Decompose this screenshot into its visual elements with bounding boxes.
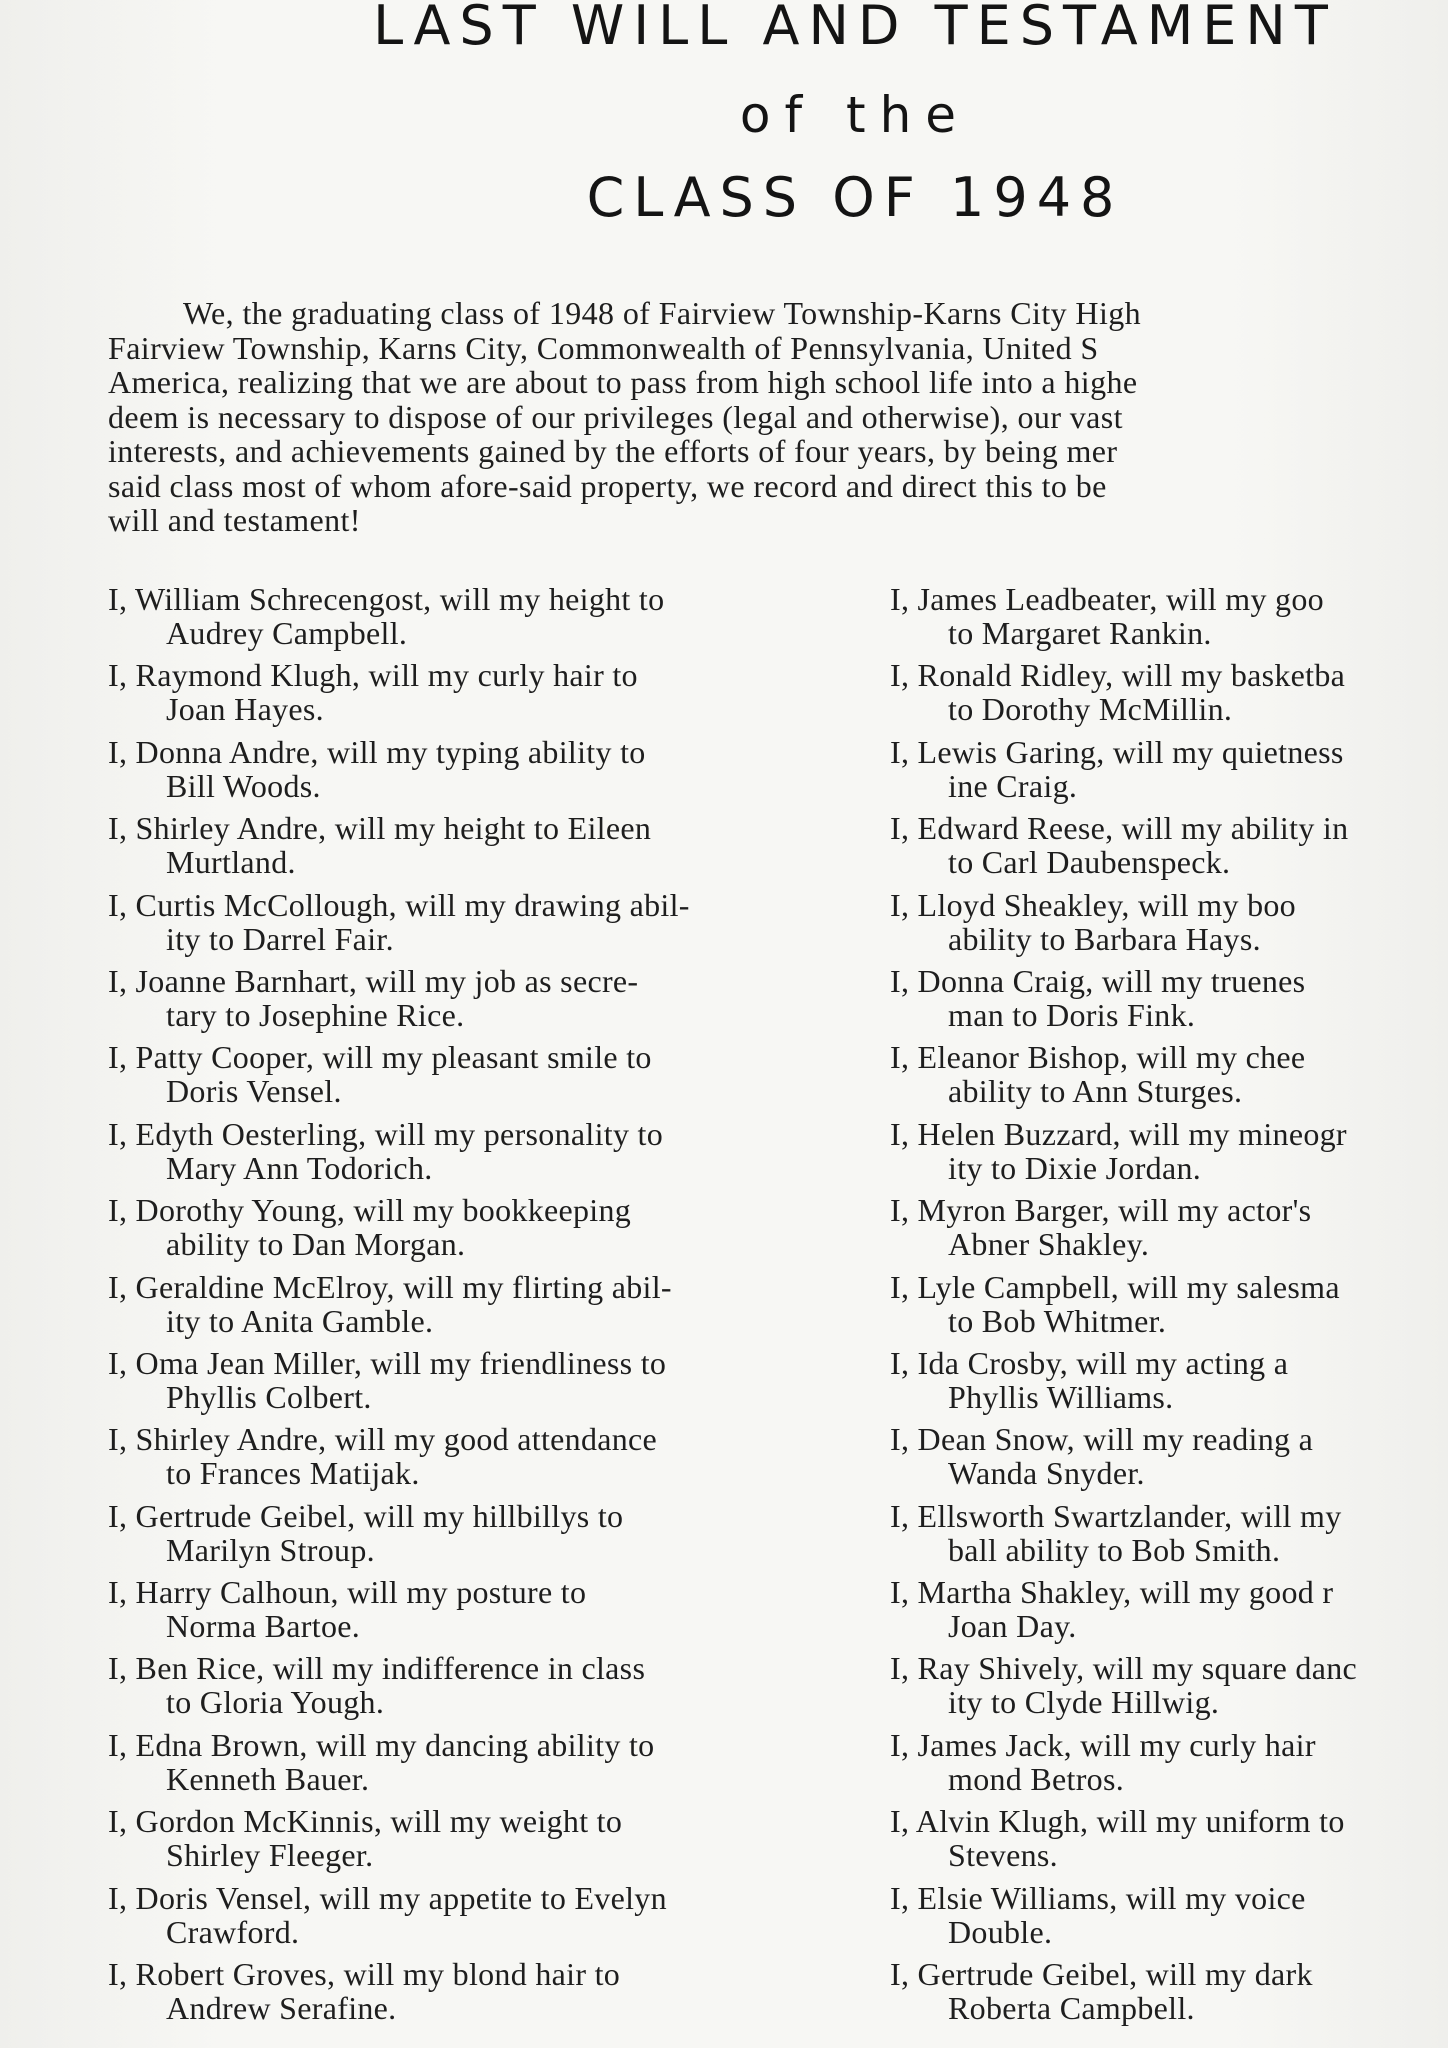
bequest-line-1: I, Ellsworth Swartzlander, will my: [890, 1498, 1342, 1534]
bequest-line-1: I, Doris Vensel, will my appetite to Evelyn: [108, 1880, 667, 1916]
bequest-line-1: I, Lyle Campbell, will my salesma: [890, 1269, 1340, 1305]
bequest-entry: [890, 1957, 1448, 2033]
bequest-entry: [108, 1651, 808, 1727]
bequest-entry: [108, 1499, 808, 1575]
intro-line: interests, and achievements gained by the efforts of four years, by being mer: [108, 433, 1118, 469]
bequest-entry: [108, 811, 808, 887]
bequest-entry: [890, 582, 1448, 658]
bequest-line-2: Joan Hayes.: [166, 691, 324, 728]
bequest-line-2: Doris Vensel.: [166, 1073, 342, 1110]
bequest-line-1: I, Joanne Barnhart, will my job as secre-: [108, 963, 639, 999]
bequest-line-2: tary to Josephine Rice.: [166, 996, 465, 1033]
bequest-entry: [890, 1499, 1448, 1575]
bequest-entry: [108, 1270, 808, 1346]
bequest-line-1: I, Geraldine McElroy, will my flirting abil-: [108, 1269, 672, 1305]
bequest-entry: [108, 1422, 808, 1498]
bequest-line-1: I, Oma Jean Miller, will my friendliness to: [108, 1345, 667, 1381]
bequest-entry: [890, 1422, 1448, 1498]
bequest-entry: [108, 582, 808, 658]
bequest-line-1: I, Edyth Oesterling, will my personality to: [108, 1116, 664, 1152]
bequest-entry: [890, 1575, 1448, 1651]
intro-line: deem is necessary to dispose of our privileges (legal and otherwise), our vast: [108, 398, 1123, 435]
bequest-line-2: Phyllis Williams.: [948, 1378, 1174, 1415]
bequest-line-2: Shirley Fleeger.: [166, 1837, 374, 1874]
bequest-line-2: Roberta Campbell.: [948, 1990, 1195, 2027]
bequest-list-right: [890, 582, 1448, 2033]
bequest-entry: [890, 1651, 1448, 1727]
bequest-line-1: I, Ronald Ridley, will my basketba: [890, 658, 1346, 694]
bequest-entry: [108, 1193, 808, 1269]
bequest-line-1: I, Martha Shakley, will my good r: [890, 1575, 1334, 1611]
bequest-line-1: I, Elsie Williams, will my voice: [890, 1880, 1306, 1916]
bequest-line-2: Phyllis Colbert.: [166, 1378, 372, 1415]
bequest-entry: [890, 1804, 1448, 1880]
bequest-line-1: I, Lloyd Sheakley, will my boo: [890, 887, 1296, 923]
bequest-line-2: Mary Ann Todorich.: [166, 1149, 433, 1186]
bequest-entry: [108, 964, 808, 1040]
bequest-line-1: I, Raymond Klugh, will my curly hair to: [108, 658, 638, 694]
bequest-entry: [890, 1728, 1448, 1804]
bequest-entry: [108, 1346, 808, 1422]
bequest-line-1: I, James Leadbeater, will my goo: [890, 582, 1324, 617]
bequest-entry: [108, 888, 808, 964]
bequest-line-1: I, Myron Barger, will my actor's: [890, 1193, 1312, 1229]
intro-line: America, realizing that we are about to pass from high school life into a highe: [108, 364, 1138, 400]
intro-paragraph: [108, 296, 1448, 538]
bequest-line-1: I, Lewis Garing, will my quietness: [890, 734, 1344, 770]
bequest-entry: [890, 888, 1448, 964]
bequest-line-1: I, William Schrecengost, will my height to: [108, 582, 665, 617]
bequest-line-2: Norma Bartoe.: [166, 1608, 361, 1645]
bequest-line-2: Kenneth Bauer.: [166, 1760, 370, 1797]
bequest-line-1: I, James Jack, will my curly hair: [890, 1727, 1316, 1763]
bequest-line-2: Bill Woods.: [166, 767, 321, 804]
bequest-line-2: Murtland.: [166, 844, 296, 881]
bequest-line-2: man to Doris Fink.: [948, 996, 1196, 1033]
bequest-line-1: I, Curtis McCollough, will my drawing abil-: [108, 887, 690, 923]
bequest-line-2: to Frances Matijak.: [166, 1455, 420, 1492]
title-line-1: LAST WILL AND TESTAMENT: [373, 0, 1337, 57]
title-line-2: of the: [739, 86, 971, 144]
bequest-entry: [890, 1881, 1448, 1957]
bequest-line-2: Andrew Serafine.: [166, 1990, 397, 2027]
bequest-line-2: ity to Darrel Fair.: [166, 920, 394, 957]
bequest-line-1: I, Ray Shively, will my square danc: [890, 1651, 1357, 1687]
bequest-line-1: I, Gertrude Geibel, will my hillbillys to: [108, 1498, 624, 1534]
bequest-list-left: [108, 582, 808, 2033]
bequest-line-2: ine Craig.: [948, 767, 1078, 804]
bequest-line-1: I, Dorothy Young, will my bookkeeping: [108, 1193, 632, 1229]
bequest-line-2: ability to Ann Sturges.: [948, 1073, 1243, 1110]
bequest-line-1: I, Ida Crosby, will my acting a: [890, 1345, 1289, 1381]
bequest-line-2: ity to Dixie Jordan.: [948, 1149, 1202, 1186]
bequest-line-2: to Carl Daubenspeck.: [948, 844, 1231, 881]
bequest-line-1: I, Gertrude Geibel, will my dark: [890, 1957, 1313, 1993]
bequest-line-2: mond Betros.: [948, 1760, 1125, 1797]
bequest-entry: [108, 658, 808, 734]
bequest-line-2: Abner Shakley.: [948, 1226, 1150, 1263]
bequest-line-2: ity to Anita Gamble.: [166, 1302, 434, 1339]
intro-line: We, the graduating class of 1948 of Fairview Township-Karns City High: [183, 295, 1142, 331]
bequest-entry: [890, 1040, 1448, 1116]
bequest-line-2: Joan Day.: [948, 1608, 1077, 1645]
bequest-line-2: to Bob Whitmer.: [948, 1302, 1167, 1339]
bequest-entry: [890, 735, 1448, 811]
bequest-entry: [108, 1040, 808, 1116]
bequest-entry: [890, 658, 1448, 734]
bequest-entry: [108, 1117, 808, 1193]
bequest-line-2: Stevens.: [948, 1837, 1058, 1874]
bequest-line-1: I, Edward Reese, will my ability in: [890, 811, 1349, 847]
bequest-line-1: I, Shirley Andre, will my good attendance: [108, 1422, 658, 1458]
bequest-entry: [108, 735, 808, 811]
bequest-entry: [890, 1193, 1448, 1269]
bequest-line-2: ability to Barbara Hays.: [948, 920, 1261, 957]
bequest-line-1: I, Dean Snow, will my reading a: [890, 1422, 1314, 1458]
bequest-line-1: I, Harry Calhoun, will my posture to: [108, 1575, 587, 1611]
bequest-entry: [108, 1881, 808, 1957]
bequest-line-2: Wanda Snyder.: [948, 1455, 1145, 1492]
bequest-line-2: Double.: [948, 1913, 1053, 1950]
bequest-line-1: I, Helen Buzzard, will my mineogr: [890, 1116, 1347, 1152]
bequest-line-2: ability to Dan Morgan.: [166, 1226, 466, 1263]
title-line-3: CLASS OF 1948: [586, 166, 1124, 229]
intro-line: said class most of whom afore-said property, we record and direct this to be: [108, 467, 1107, 504]
intro-line: Fairview Township, Karns City, Commonwealth of Pennsylvania, United S: [108, 329, 1099, 366]
bequest-line-1: I, Eleanor Bishop, will my chee: [890, 1040, 1306, 1076]
bequest-line-2: ity to Clyde Hillwig.: [948, 1684, 1220, 1721]
bequest-entry: [890, 1346, 1448, 1422]
bequest-line-1: I, Alvin Klugh, will my uniform to: [890, 1804, 1345, 1840]
bequest-entry: [890, 964, 1448, 1040]
intro-line: will and testament!: [108, 502, 361, 538]
bequest-entry: [890, 1270, 1448, 1346]
bequest-line-1: I, Patty Cooper, will my pleasant smile to: [108, 1040, 652, 1076]
bequest-line-1: I, Donna Craig, will my truenes: [890, 963, 1306, 999]
bequest-line-2: to Margaret Rankin.: [948, 615, 1212, 651]
bequest-line-2: Marilyn Stroup.: [166, 1531, 375, 1568]
bequest-line-1: I, Edna Brown, will my dancing ability to: [108, 1727, 655, 1763]
bequest-line-2: Audrey Campbell.: [166, 615, 408, 651]
bequest-entry: [890, 811, 1448, 887]
bequest-line-1: I, Ben Rice, will my indifference in class: [108, 1651, 646, 1687]
bequest-line-1: I, Gordon McKinnis, will my weight to: [108, 1804, 623, 1840]
bequest-line-2: ball ability to Bob Smith.: [948, 1531, 1281, 1568]
bequest-line-2: to Dorothy McMillin.: [948, 691, 1233, 728]
bequest-line-1: I, Donna Andre, will my typing ability to: [108, 734, 646, 770]
bequest-entry: [108, 1575, 808, 1651]
bequest-line-2: to Gloria Yough.: [166, 1684, 385, 1721]
bequest-entry: [108, 1804, 808, 1880]
bequest-line-2: Crawford.: [166, 1913, 300, 1950]
bequest-line-1: I, Shirley Andre, will my height to Eileen: [108, 811, 652, 847]
bequest-entry: [108, 1957, 808, 2033]
bequest-line-1: I, Robert Groves, will my blond hair to: [108, 1957, 621, 1993]
bequest-entry: [108, 1728, 808, 1804]
bequest-entry: [890, 1117, 1448, 1193]
